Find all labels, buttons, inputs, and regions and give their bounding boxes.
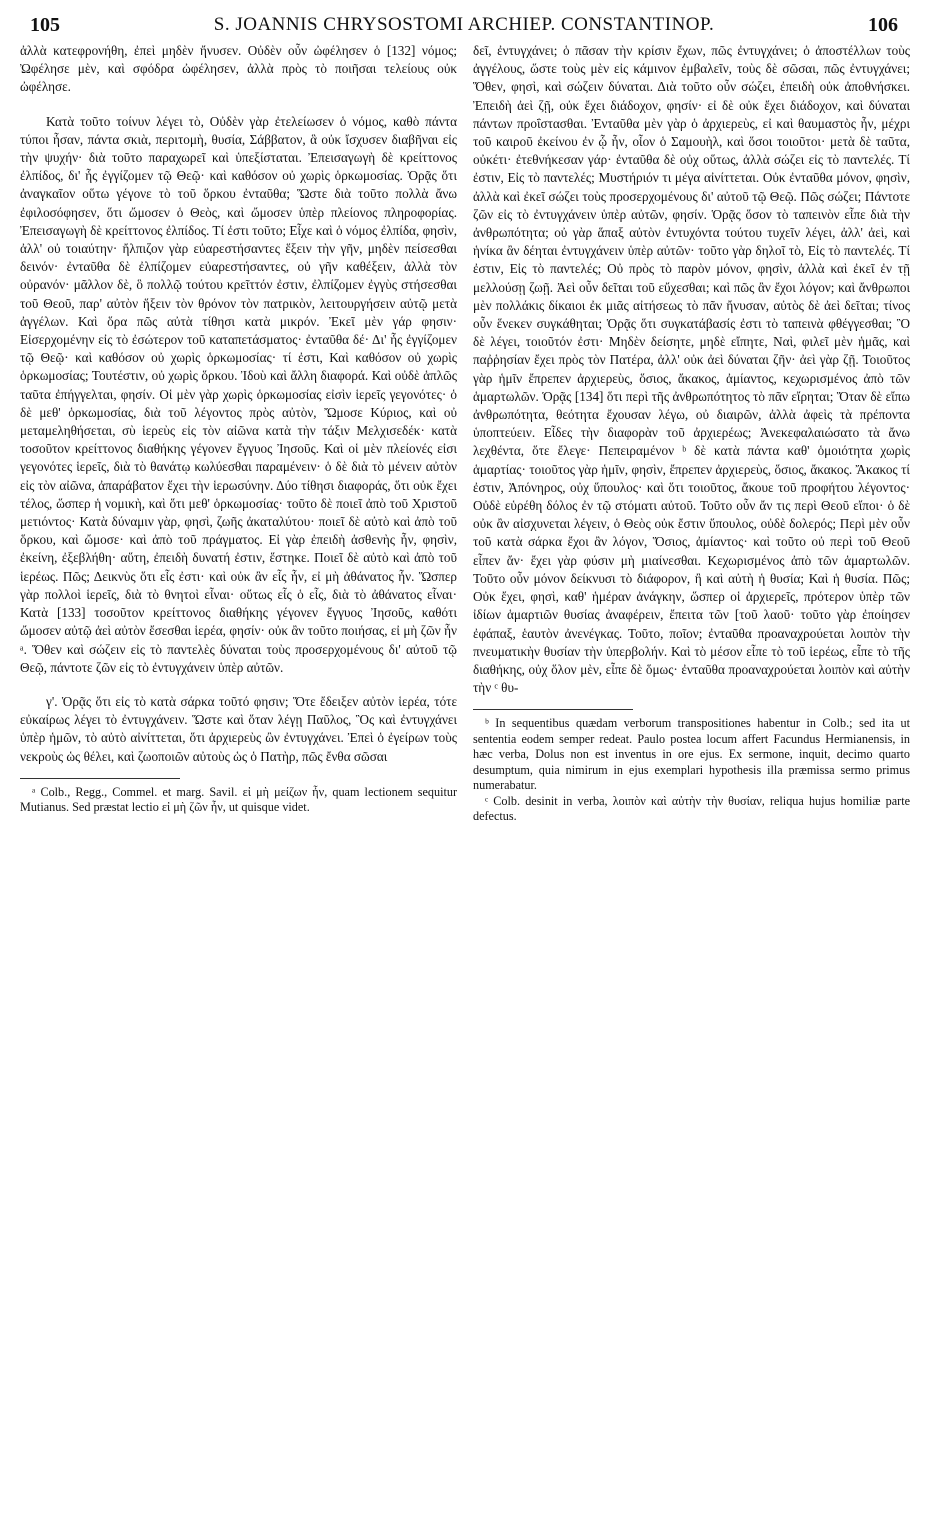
left-column xyxy=(20,42,457,816)
right-footnotes xyxy=(473,716,910,825)
right-column xyxy=(473,42,910,825)
left-paragraph-1: ἀλλὰ κατεφρονήθη, ἐπεὶ μηδὲν ἤνυσεν. Οὐδὲν οὖν ὠφέλησεν ὁ [132] νόμος; Ὠφέλησε μὲν, καὶ σφόδρα ὠφέλησεν, ἀλλὰ πρὸς τὸ ποιῆσαι τελείους οὐκ ὠφέλησε. xyxy=(20,43,457,95)
page-header xyxy=(30,10,898,40)
footnote-rule-left xyxy=(20,778,180,779)
left-footnotes xyxy=(20,785,457,816)
running-title: S. JOANNIS CHRYSOSTOMI ARCHIEP. CONSTANTINOP. xyxy=(213,14,715,35)
right-column-text xyxy=(473,42,910,697)
left-paragraph-3: γ'. Ὁρᾷς ὅτι εἰς τὸ κατὰ σάρκα τοῦτό φησιν; Ὅτε ἔδειξεν αὐτὸν ἱερέα, τότε εὐκαίρως λέγει τὸ ἐντυγχάνειν. Ὥστε καὶ ὅταν λέγῃ Παῦλος, Ὃς καὶ ἐντυγχάνει ὑπὲρ ἡμῶν, τὸ αὐτὸ αἰνίττεται, ὅτι ἀρχιερεὺς ὢν ἐντυγχάνει. Ἐπεὶ ὁ ἐγείρων τοὺς νεκροὺς ὡς θέλει, καὶ ζωοποιῶν αὐτοὺς ὡς ὁ Πατὴρ, πῶς ἔνθα σῶσαι xyxy=(20,693,457,764)
left-column-text xyxy=(20,42,457,766)
right-paragraph-1: δεῖ, ἐντυγχάνει; ὁ πᾶσαν τὴν κρίσιν ἔχων, πῶς ἐντυγχάνει; ὁ ἀποστέλλων τοὺς ἀγγέλους, ὥστε τοὺς μὲν εἰς κάμινον ἐμβαλεῖν, τοὺς δὲ σῶσαι, πῶς ἐντυγχάνει; Ὅθεν, φησὶ, καὶ σώζειν δύναται. Διὰ τοῦτο οὖν σώζει, ἐπειδὴ οὐκ ἀποθνήσκει. Ἐπειδὴ ἀεὶ ζῇ, οὐκ ἔχει διάδοχον, φησίν· εἰ δὲ οὐκ ἔχει διάδοχον, καὶ δύναται πάντων προΐστασθαι. Ἐνταῦθα μὲν γὰρ ὁ ἀρχιερεὺς, εἰ καὶ θαυμαστὸς ἦν, μέχρι τοῦ καιροῦ ἐκείνου ἐν ᾧ ἦν, οἷον ὁ Σαμουὴλ, καὶ ὅσοι τοιοῦτοι· μετὰ δὲ ταῦτα, οὐκέτι· ἐτεθνήκεσαν γάρ· ἐνταῦθα δὲ οὐχ οὕτως, ἀλλὰ σώζει εἰς τὸ παντελές. Τί ἐστιν, Εἰς τὸ παντελές; Μυστήριόν τι μέγα αἰνίττεται. Οὐκ ἐνταῦθα μόνον, φησὶν, ἀλλὰ καὶ ἐκεῖ σώζει τοὺς προσερχομένους δι' αὐτοῦ τῷ Θεῷ. Πῶς σώζει; Πάντοτε ζῶν εἰς τὸ ἐντυγχάνειν ὑπὲρ αὐτῶν, φησίν. Ὁρᾷς ὅσον τὸ ταπεινὸν εἶπε διὰ τὴν ἀνθρωπότητα; οὐ γὰρ ἅπαξ αὐτὸν ἐντυχόντα τούτου τυχεῖν λέγει, ἀλλ' ἀεὶ, καὶ ἡνίκα ἂν δέηται ἐντυγχάνειν ὑπὲρ αὐτῶν· τοῦτο γὰρ δηλοῖ τὸ, Εἰς τὸ παντελές. Τί ἐστιν, Εἰς τὸ παντελές; Οὐ πρὸς τὸ παρὸν μόνον, φησὶν, ἀλλὰ καὶ ἐκεῖ ἐν τῇ μελλούσῃ ζωῇ. Ἀεὶ οὖν δεῖται τοῦ εὔχεσθαι; καὶ πῶς ἂν ἔχοι λόγον; καὶ ἄνθρωποι μὲν πολλάκις δίκαιοι ἐκ μιᾶς αἰτήσεως τὸ πᾶν ἤνυσαν, αὐτὸς δὲ ἀεὶ δεῖται; τίνος οὖν ἕνεκεν συγκάθηται; Ὁρᾷς ὅτι συγκατάβασίς ἐστι τὸ ταπεινὰ φθέγγεσθαι; Ὃ δὲ λέγει, τοιοῦτόν ἐστι· Μηδὲν δείσητε, μηδὲ εἴπητε, Ναὶ, φιλεῖ μὲν ἡμᾶς, καὶ παῤῥησίαν ἔχει πρὸς τὸν Πατέρα, ἀλλ' οὐκ ἀεὶ δύναται ζῆν· ἀεὶ γὰρ ζῇ. Τοιοῦτος γὰρ ἡμῖν ἔπρεπεν ἀρχιερεὺς, ὅσιος, ἄκακος, ἀμίαντος, κεχωρισμένος ἀπὸ τῶν ἁμαρτωλῶν. Ὁρᾷς [134] ὅτι περὶ τῆς ἀνθρωπότητος τὸ πᾶν εἴρηται; Ὅταν δὲ εἴπω ἀνθρωπότητα, θεότητα ἔχουσαν λέγω, οὐ διαιρῶν, ἀλλὰ ἀφεὶς τὰ πρέποντα ὑποπτεύειν. Εἶδες τὴν διαφορὰν τοῦ ἀρχιερέως; Ἀνεκεφαλαιώσατο τὰ ἄνω λεχθέντα, ὅτε ἔλεγε· Πεπειραμένον ᵇ δὲ κατὰ πάντα καθ' ὁμοιότητα χωρὶς ἁμαρτίας· τοιοῦτος γὰρ ἡμῖν, φησὶν, ἔπρεπεν ἀρχιερεὺς, ὅσιος, ἄκακος. Ἄκακος τί ἐστιν, Ἀπόνηρος, οὐχ ὕπουλος· καὶ ὅτι τοιοῦτος, ἄκουε τοῦ προφήτου λέγοντος· Οὐδὲ εὑρέθη δόλος ἐν τῷ στόματι αὐτοῦ. Τοῦτο οὖν ἄν τις περὶ Θεοῦ εἴποι· ὁ δὲ οὐκ ἂν αἰσχυνεται λέγειν, ὁ Θεὸς οὐκ ἔστιν ὕπουλος, οὐδὲ δολερός; Περὶ μὲν οὖν τοῦ κατὰ σάρκα ἔχοι ἂν λόγον, Ὅσιος, ἀμίαντος· καὶ τοῦτο οὐ περὶ τοῦ Θεοῦ εἶπεν ἄν· ἔχει γὰρ φύσιν μὴ μιαίνεσθαι. Κεχωρισμένος ἀπὸ τῶν ἁμαρτωλῶν. Τοῦτο οὖν μόνον δείκνυσι τὸ διάφορον, ἢ καὶ αὐτὴ ἡ θυσία; Καὶ ἡ θυσία. Πῶς; Οὐκ ἔχει, φησὶ, καθ' ἡμέραν ἀνάγκην, ὥσπερ οἱ ἀρχιερεῖς, πρότερον ὑπὲρ τῶν ἰδίων ἁμαρτιῶν θυσίας ἀναφέρειν, ἔπειτα τῶν [τοῦ λαοῦ· τοῦτο γὰρ ἐποίησεν ἐφάπαξ, ἑαυτὸν ἀνενέγκας. Τοῦτο, ποῖον; ἐνταῦθα προαναχρούεται λοιπὸν τὴν πνευματικὴν θυσίαν τὴν ὑπερβολήν. Καὶ τὸ μέσον εἶπε τὸ τοῦ ἱερέως, εἶπε τὸ τῆς διαθήκης, οὐχ ὅλον μὲν, εἶπε δὲ ὅμως· ἐνταῦθα προαναχρούεται λοιπὸν καὶ αὐτὴν τὴν ᶜ θυ- xyxy=(473,43,910,696)
footnote-a: ᵃ Colb., Regg., Commel. et marg. Savil. εἰ μὴ μείζων ἦν, quam lectionem sequitur Mutianus. Sed præstat lectio εἰ μὴ ζῶν ἦν, ut quisque videt. xyxy=(20,784,457,815)
left-paragraph-2: Κατὰ τοῦτο τοίνυν λέγει τὸ, Οὐδὲν γὰρ ἐτελείωσεν ὁ νόμος, καθὸ πάντα τύποι ἦσαν, πάντα σκιὰ, περιτομὴ, θυσία, Σάββατον, ἃ οὐκ ἴσχυσεν διαβῆναι εἰς τὴν ψυχήν· διὰ τοῦτο παραχωρεῖ καὶ ὑπεξίσταται. Ἐπεισαγωγὴ δὲ κρείττονος ἐλπίδος, δι' ἧς ἐγγίζομεν τῷ Θεῷ· καὶ καθόσον οὐ χωρὶς ὁρκωμοσίας. Ὁρᾷς ὅτι ἀναγκαῖον οὕτω γέγονε τὸ τοῦ ὅρκου ἐνταῦθα; Ὥστε διὰ τοῦτο πολλὰ ἄνω ἐφιλοσόφησεν, ὅτι ὤμοσεν ὁ Θεὸς, καὶ ὤμοσεν ὑπὲρ πλείονος πληροφορίας. Ἐπεισαγωγὴ δὲ κρείττονος ἐλπίδος. Τί ἐστι τοῦτο; Εἶχε καὶ ὁ νόμος ἐλπίδα, φησὶν, ἀλλ' οὐ τοιαύτην· ἤλπιζον γὰρ εὐαρεστήσαντες ἕξειν τὴν γῆν, μηδὲν πείσεσθαι δεινόν· ἐνταῦθα δὲ ἐλπίζομεν εὐαρεστήσαντες, οὐ γῆν καθέξειν, ἀλλὰ τὸν οὐρανόν· μᾶλλον δὲ, ὃ πολλῷ τούτου κρεῖττόν ἐστιν, ἐλπίζομεν ἐγγὺς στήσεσθαι τοῦ Θεοῦ, παρ' αὐτὸν ἥξειν τὸν θρόνον τὸν πατρικὸν, λειτουργήσειν αὐτῷ μετὰ ἀγγέλων. Καὶ ὅρα πῶς αὐτὰ τίθησι κατὰ μικρόν. Ἐκεῖ μὲν γάρ φησιν· Εἰσερχομένην εἰς τὸ ἐσώτερον τοῦ καταπετάσματος· ἐνταῦθα δέ· Δι' ἧς ἐγγίζομεν τῷ Θεῷ· καὶ καθόσον οὐ χωρὶς ὁρκωμοσίας· τί ἐστι, Καὶ καθόσον οὐ χωρὶς ὁρκωμοσίας; Τουτέστιν, οὐ χωρὶς ὅρκου. Ἰδοὺ καὶ ἄλλη διαφορά. Καὶ οὐδὲ ἁπλῶς ταῦτα ἐπήγγελται, φησίν. Οἱ μὲν γὰρ χωρὶς ὁρκωμοσίας εἰσὶν ἱερεῖς γεγονότες· ὁ δὲ μεθ' ὁρκωμοσίας, διὰ τοῦ λέγοντος πρὸς αὐτὸν, Ὤμοσε Κύριος, καὶ οὐ μεταμεληθήσεται, σὺ ἱερεὺς εἰς τὸν αἰῶνα κατὰ τὴν τάξιν Μελχισεδέκ· κατὰ τοσοῦτον κρείττονος διαθήκης γέγονεν ἔγγυος Ἰησοῦς. Καὶ οἱ μὲν πλείονές εἰσι γεγονότες ἱερεῖς, διὰ τὸ θανάτῳ κωλύεσθαι παραμένειν· ὁ δὲ διὰ τὸ μένειν αὐτὸν εἰς τὸν αἰῶνα, ἀπαράβατον ἔχει τὴν ἱερωσύνην. Δύο τίθησι διαφοράς, ὅτι οὐκ ἔχει τέλος, ὥσπερ ἡ νομικὴ, καὶ ὅτι μεθ' ὁρκωμοσίας· τοῦτο δὲ ποιεῖ ἀπὸ τοῦ Χριστοῦ μετιόντος· Κατὰ δύναμιν γὰρ, φησὶ, ζωῆς ἀκαταλύτου· ποιεῖ δὲ αὐτὸ καὶ ἀπὸ τοῦ ὅρκου, καὶ ὤμοσε· καὶ ἀπὸ τοῦ πράγματος. Εἰ γὰρ ἐπειδὴ ἀσθενὴς ἦν, φησὶν, ἐκείνη, ἐξεβλήθη· αὕτη, ἐπειδὴ δυνατή ἐστιν, ἕστηκε. Ποιεῖ δὲ αὐτὸ καὶ ἀπὸ τοῦ ἱερέως. Πῶς; Δεικνὺς ὅτι εἷς ἐστι· καὶ οὐκ ἂν εἷς ἦν, εἰ μὴ ἀθάνατος ἦν. Ὥσπερ γὰρ πολλοὶ ἱερεῖς, διὰ τὸ θνητοὶ εἶναι· οὕτως εἷς ὁ εἷς, διὰ τὸ ἀθάνατος εἶναι· Κατὰ [133] τοσοῦτον κρείττονος διαθήκης γέγονεν ἔγγυος Ἰησοῦς, καθότι ὤμοσεν αὐτῷ ἀεὶ αὐτὸν ἔσεσθαι ἱερέα, φησίν· οὐκ ἂν τοῦτο ποιήσας, εἰ μὴ ζῶν ἦν ᵃ. Ὅθεν καὶ σώζειν εἰς τὸ παντελὲς δύναται τοὺς προσερχομένους δι' αὐτοῦ τῷ Θεῷ, πάντοτε ζῶν εἰς τὸ ἐντυγχάνειν ὑπὲρ αὐτῶν. xyxy=(20,113,457,675)
footnote-rule-right xyxy=(473,709,633,710)
footnote-b: ᵇ In sequentibus quædam verborum transpositiones habentur in Colb.; sed ita ut sententia eodem semper redeat. Paulo postea locum affert Facundus Hermianensis, in hæc verba, Dolus non est inventus in ore ejus. Ex sermone, inquit, decimo quarto desumptum, quia nimirum in ejus exemplari hypothesis illa præmissa sermo primus numerabatur. xyxy=(473,716,910,793)
right-page-number: 106 xyxy=(868,14,898,36)
footnote-c: ᶜ Colb. desinit in verba, λοιπὸν καὶ αὐτὴν τὴν θυσίαν, reliqua hujus homiliæ parte defectus. xyxy=(473,793,910,824)
left-page-number: 105 xyxy=(30,14,60,36)
